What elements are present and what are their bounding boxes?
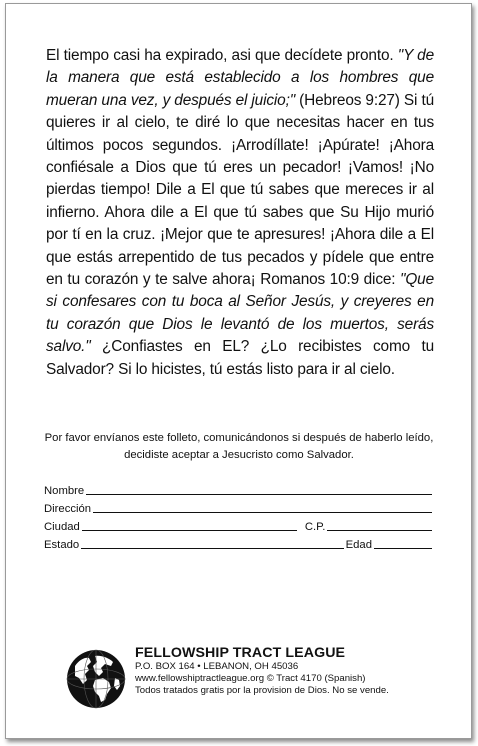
- form-row-nombre: [44, 479, 434, 497]
- gospel-message: [46, 45, 434, 381]
- publisher-name: FELLOWSHIP TRACT LEAGUE: [135, 645, 346, 661]
- estado-field[interactable]: [81, 538, 343, 549]
- direccion-label: Dirección: [44, 503, 92, 515]
- direccion-field[interactable]: [93, 502, 432, 513]
- scripture-quote-hebrews: "Y de la manera que está establecido a los hombres que mueran una vez, y después el juicio;": [46, 47, 434, 109]
- nombre-field[interactable]: [86, 484, 432, 495]
- publisher-info: [135, 645, 389, 697]
- response-request: Por favor envíanos este folleto, comunicándonos si después de haberlo leído, decidiste aceptar a Jesucristo como Salvador.: [44, 432, 434, 461]
- edad-label: Edad: [345, 539, 372, 551]
- estado-label: Estado: [44, 539, 80, 551]
- message-text-1: El tiempo casi ha expirado, asi que decídete pronto.: [46, 47, 398, 64]
- edad-field[interactable]: [374, 538, 432, 549]
- nombre-label: Nombre: [44, 485, 85, 497]
- publisher-note: Todos tratados gratis por la provision de Dios. No se vende.: [135, 685, 389, 696]
- cp-label: C.P.: [304, 521, 326, 533]
- scripture-quote-romans: "Que si confesares con tu boca al Señor Jesús, y creyeres en tu corazón que Dios le levantó de los muertos, serás salvo.": [46, 271, 434, 356]
- message-text-2: (Hebreos 9:27) Si tú quieres ir al cielo, te diré lo que necesitas hacer en tus últimos pocos segundos. ¡Arrodíllate! ¡Apúrate! ¡Ahora confiésale a Dios que tú eres un pecador! ¡Vamos! ¡No pierdas tiempo! Dile a El que tú sabes que mereces ir al infierno. Ahora dile a El que tú sabes que Su Hijo murió por tí en la cruz. ¡Mejor que te apresures! ¡Ahora dile a El que estás arrepentido de tus pecados y pídele que entre en tu corazón y te salve ahora¡ Romanos 10:9 dice:: [46, 91, 434, 289]
- form-row-direccion: [44, 497, 434, 515]
- publisher-address: P.O. BOX 164 • LEBANON, OH 45036: [135, 661, 299, 672]
- publisher-website: www.fellowshiptractleague.org © Tract 4170 (Spanish): [135, 673, 366, 684]
- response-form: [44, 479, 434, 551]
- ciudad-label: Ciudad: [44, 521, 80, 533]
- message-text-3: ¿Confiastes en EL? ¿Lo recibistes como tu Salvador? Si lo hicistes, tú estás listo para ir al cielo.: [46, 338, 434, 378]
- cp-field[interactable]: [327, 520, 432, 531]
- form-row-estado: [44, 533, 434, 551]
- globe-icon: [65, 648, 127, 710]
- ciudad-field[interactable]: [82, 520, 297, 531]
- form-row-ciudad: [44, 515, 434, 533]
